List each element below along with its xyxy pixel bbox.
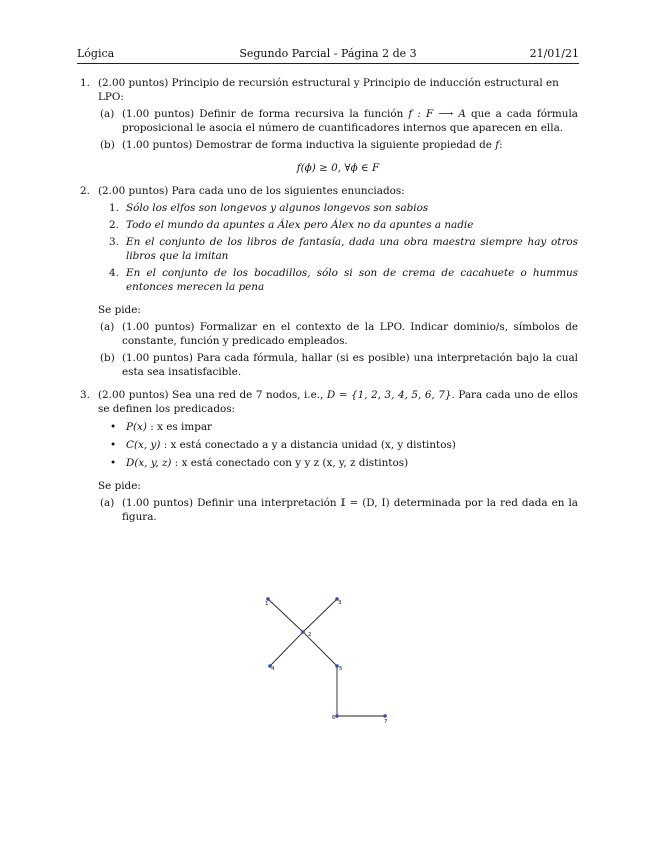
node-label-3: 3: [338, 600, 342, 606]
node-label-7: 7: [384, 719, 388, 725]
question-number: 1.: [80, 77, 90, 89]
subquestion-text: que a cada fórmula proposicional le asocia el número de cuantificadores internos que aparecen en ella.: [122, 108, 578, 134]
subquestion-text: (1.00 puntos) Definir de forma recursiva la función: [122, 108, 409, 120]
header-course: Lógica: [77, 47, 115, 60]
question-text-part: (2.00 puntos) Sea una red de 7 nodos, i.e.,: [98, 389, 327, 401]
statement-text: En el conjunto de los bocadillos, sólo si son de crema de cacahuete o hummus entonces merecen la pena: [126, 267, 578, 293]
bullet-icon: •: [110, 421, 117, 433]
question-text: (2.00 puntos) Principio de recursión estructural y Principio de inducción estructural en LPO:: [98, 77, 559, 103]
predicate-text: : x está conectado a y a distancia unidad (x, y distintos): [160, 439, 456, 451]
node-label-4: 4: [271, 666, 275, 672]
statement-label: 2.: [109, 219, 119, 231]
subquestion-label: (b): [100, 352, 115, 364]
question-text: (2.00 puntos) Para cada uno de los siguientes enunciados:: [98, 185, 405, 197]
subquestion-text: (1.00 puntos) Definir una interpretación: [122, 497, 341, 509]
header-title: Segundo Parcial - Página 2 de 3: [239, 47, 417, 60]
subquestion-text: (1.00 puntos) Demostrar de forma inductiva la siguiente propiedad de: [122, 139, 496, 151]
subquestion-text: (1.00 puntos) Formalizar en el contexto de la LPO. Indicar dominio/s, símbolos de constante, función y predicado empleados.: [122, 321, 578, 347]
question-text-part: . Para cada uno de ellos se definen los predicados:: [98, 389, 579, 415]
formula: D(x, y, z): [126, 457, 172, 469]
subquestion-label: (b): [100, 139, 115, 151]
formula: f : F ⟶ A: [408, 108, 466, 120]
subquestion-label: (a): [100, 497, 115, 509]
edge-3-2: [303, 599, 337, 632]
bullet-icon: •: [110, 439, 117, 451]
node-7: [383, 714, 387, 718]
se-pide-label: Se pide:: [98, 480, 141, 492]
header-date: 21/01/21: [529, 47, 579, 60]
edge-4-2: [270, 632, 303, 666]
formula: 𝕀 = (D, I): [340, 497, 390, 509]
formula: f: [495, 139, 500, 151]
formula: P(x): [126, 421, 147, 433]
statement-text: Sólo los elfos son longevos y algunos longevos son sabios: [126, 202, 429, 214]
subquestion-label: (a): [100, 321, 115, 333]
statement-label: 1.: [109, 202, 119, 214]
predicate-text: : x está conectado con y y z (x, y, z distintos): [171, 457, 409, 469]
se-pide-label: Se pide:: [98, 304, 141, 316]
node-label-1: 1: [265, 601, 269, 607]
question-number: 2.: [80, 185, 90, 197]
predicate-text: : x es impar: [146, 421, 213, 433]
subquestion-text: (1.00 puntos) Para cada fórmula, hallar (si es posible) una interpretación bajo la cual esta sea insatisfacible.: [122, 352, 578, 378]
statement-label: 4.: [109, 267, 119, 279]
statement-text: Todo el mundo da apuntes a Álex pero Álex no da apuntes a nadie: [126, 219, 474, 231]
subquestion-label: (a): [100, 108, 115, 120]
statement-text: En el conjunto de los libros de fantasía, dada una obra maestra siempre hay otros libros que la imitan: [126, 236, 578, 262]
bullet-icon: •: [110, 457, 117, 469]
formula: C(x, y): [126, 439, 161, 451]
statement-label: 3.: [109, 236, 119, 248]
node-label-5: 5: [339, 666, 343, 672]
node-label-2: 2: [308, 632, 312, 638]
display-formula: f(ϕ) ≥ 0, ∀ϕ ∈ F: [296, 162, 380, 174]
edge-1-2: [268, 599, 303, 632]
node-6: [335, 714, 339, 718]
formula: D = {1, 2, 3, 4, 5, 6, 7}: [326, 389, 452, 401]
node-label-6: 6: [332, 715, 336, 721]
subquestion-text: :: [499, 139, 503, 151]
node-2: [301, 630, 305, 634]
subquestion-text: determinada por la red dada en la figura.: [122, 497, 578, 523]
question-number: 3.: [80, 389, 90, 401]
